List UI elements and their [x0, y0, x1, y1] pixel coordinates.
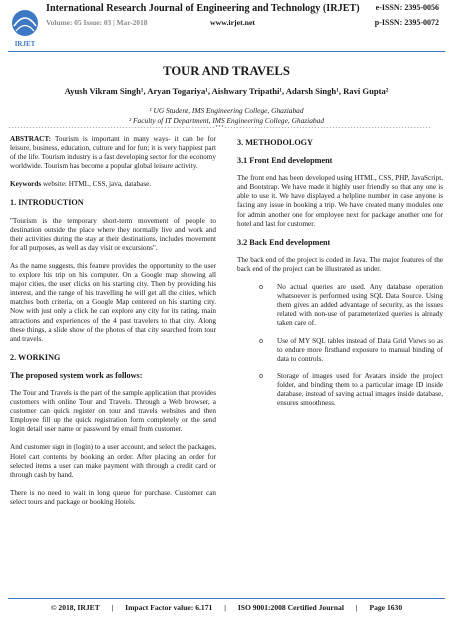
methodology-heading: 3. METHODOLOGY — [237, 138, 313, 147]
bullet-icon: o — [259, 283, 264, 292]
right-column — [237, 135, 443, 416]
working-paragraph-1: The Tour and Travels is the part of the sample application that provides customers with online Tour and Travels. Through a Web browser, a customer can quick register on tour and travels websites and then Employee fill up the quick registration form completely or the send login detail user name or password by email from customer. — [10, 388, 216, 434]
footer-separator: | — [111, 603, 114, 612]
keywords — [10, 180, 216, 189]
affiliation-1: ¹ UG Student, IMS Engineering College, Ghaziabad — [149, 106, 304, 115]
footer-copyright: © 2018, IRJET — [50, 603, 100, 612]
working-paragraph-2: And customer sign in (login) to a user account, and select the packages, Hotel cart contents by booking an order. After placing an order for selected items a user can make payment with through a credit card or through cash by hand. — [10, 443, 216, 479]
logo-text: IRJET — [14, 40, 36, 48]
keywords-label: Keywords — [10, 180, 42, 189]
footer-page-number: Page 1630 — [369, 603, 403, 612]
bullet-icon: o — [259, 371, 264, 380]
section-separator: ---------------------------------------------------------------------***--------------------------------------------------------------------- — [8, 125, 432, 131]
backend-feature-list — [259, 283, 443, 408]
list-item-text: Use of MY SQL tables instead of Data Grid Views so as to endure more firsthand exposure to manual binding of data to controls. — [277, 336, 443, 363]
eissn: e-ISSN: 2395-0056 — [375, 3, 439, 12]
footer-separator: | — [224, 603, 226, 612]
bullet-icon: o — [259, 336, 264, 345]
list-item-text: Storage of images used for Avatars inside the project folder, and binding them to a particular image ID inside database, instead of saving actual images inside database, ensures smoothness. — [277, 371, 443, 408]
paper-title: TOUR AND TRAVELS — [163, 64, 290, 78]
left-column — [10, 135, 216, 516]
irjet-logo-icon — [8, 6, 42, 50]
proposed-system-heading: The proposed system work as follows: — [10, 370, 143, 380]
working-heading: 2. WORKING — [10, 352, 61, 362]
backend-heading: 3.2 Back End development — [237, 237, 331, 247]
list-item — [259, 283, 443, 328]
introduction-heading: 1. INTRODUCTION — [10, 198, 84, 208]
pissn: p-ISSN: 2395-0072 — [374, 18, 439, 27]
frontend-paragraph: The front end has been developed using HTML, CSS, PHP, JavaScript, and Bootstrap. We have made it highly user friendly so that any one is able to use it. We have displayed a helpline number in case anyone is facing any issue in booking a trip. We have created many modules one for admin another one for employee next for package another one for hotel and last for customer. — [237, 174, 443, 228]
keywords-text: website: HTML, CSS, java, database. — [41, 180, 152, 189]
journal-website-link[interactable]: www.irjet.net — [210, 18, 256, 27]
list-item-text: No actual queries are used. Any database operation whatsoever is performed using SQL Data Source. Using them gives an added advantage of security, as the issues related with non-use of parameterized queries is already taken care of. — [277, 283, 443, 328]
journal-title: International Research Journal of Engineering and Technology (IRJET) — [46, 3, 360, 14]
footer-divider — [8, 598, 445, 599]
footer-separator: | — [355, 603, 358, 612]
footer-iso: ISO 9001:2008 Certified Journal — [237, 603, 344, 612]
introduction-paragraph-1: "Tourism is the temporary short-term movement of people to destination outside the place where they normally live and work and their activities during the stay at their destinations, includes movement for all purposes, as well as day visit or excursions". — [10, 216, 216, 252]
abstract-text: Tourism is important in many ways- it can be for leisure, business, education, culture and for fun; it is very happiest part of the life. Tourism industry is a fast developing sector for the economy worldwide. Tourism has become a popular global leisure activity. — [10, 135, 216, 171]
backend-paragraph: The back end of the project is coded in Java. The major features of the back end of the project can be illustrated as under. — [237, 255, 443, 273]
introduction-paragraph-2: As the name suggests, this feature provides the opportunity to the user to explore his trip on his computer. On a Google map showing all major cities, the user clicks on his starting city. Then by providing his interest, and the range of his travelling he will get all the cities, which matches both criteria, on a Google Map centered on his starting city. Now with just only a click he can explore any city for its rating, main attractions and experiences of the 4 past travelers to that city. Along these things, a slide show of the photos of that city searched from tour and travels. — [10, 261, 216, 343]
journal-header — [0, 0, 453, 50]
abstract — [10, 135, 216, 171]
list-item — [259, 337, 443, 364]
header-divider — [8, 51, 445, 52]
paper-authors: Ayush Vikram Singh¹, Aryan Togariya¹, Aishwary Tripathi¹, Adarsh Singh¹, Ravi Gupta² — [64, 86, 389, 96]
abstract-label: ABSTRACT: — [10, 135, 52, 143]
footer-impact-factor: Impact Factor value: 6.171 — [125, 603, 213, 612]
journal-footer — [0, 603, 453, 612]
frontend-heading: 3.1 Front End development — [237, 156, 333, 166]
affiliation-2: ² Faculty of IT Department, IMS Engineering College, Ghaziabad — [128, 116, 325, 125]
working-paragraph-3: There is no need to wait in long queue for purchase. Customer can select tours and package or booking Hotels. — [10, 488, 216, 506]
volume-issue: Volume: 05 Issue: 03 | Mar-2018 — [46, 18, 148, 27]
list-item — [259, 372, 443, 408]
